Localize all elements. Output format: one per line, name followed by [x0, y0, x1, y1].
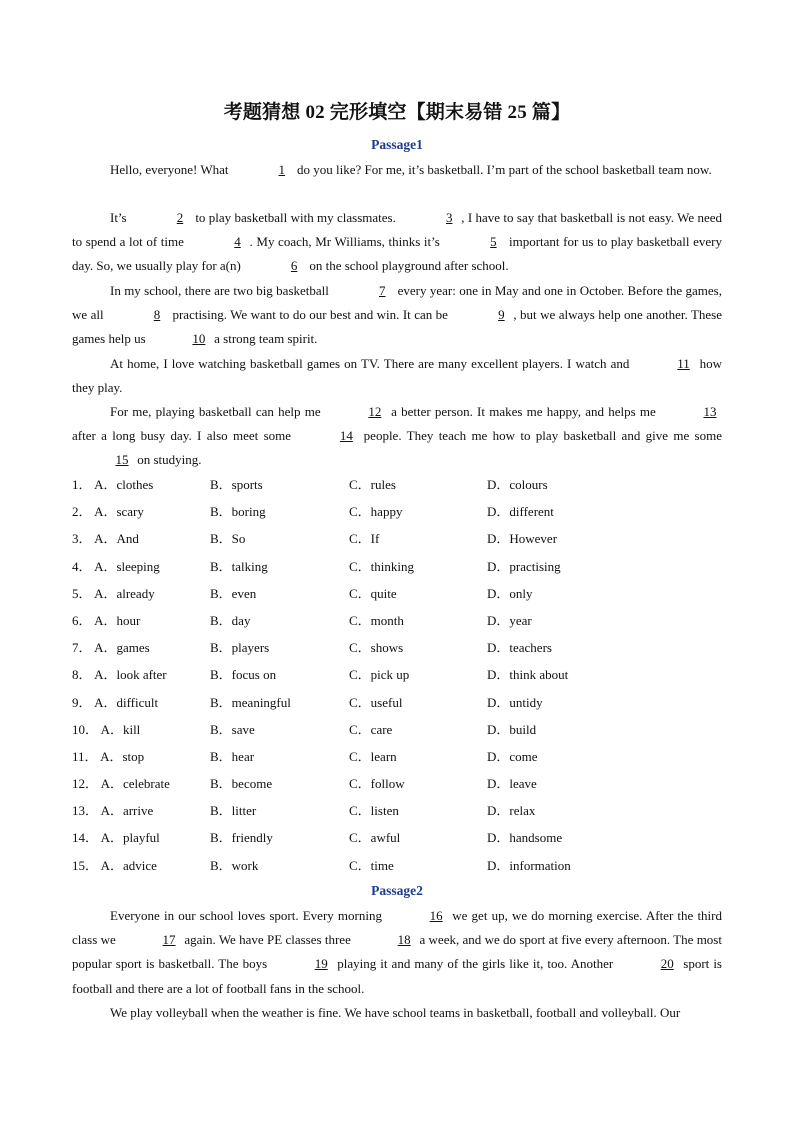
- option-c: C．care: [349, 721, 393, 737]
- text: Everyone in our school loves sport. Every morning: [110, 908, 387, 923]
- option-a-text: A．hour: [94, 612, 141, 628]
- text: , I have to say that basketball is not easy. We need to spend a lot of time: [72, 210, 722, 250]
- text: It’s: [110, 210, 130, 225]
- option-row-10: [72, 719, 732, 746]
- blank-7: 7: [379, 283, 386, 298]
- option-d: D．relax: [487, 803, 536, 819]
- option-c: C．awful: [349, 830, 401, 846]
- text: on the school playground after school.: [306, 258, 509, 274]
- option-a-text: A．celebrate: [100, 776, 170, 792]
- option-b: B．So: [210, 531, 246, 547]
- question-number: 15．: [72, 857, 99, 873]
- option-b: B．players: [210, 640, 270, 656]
- option-d: D．leave: [487, 776, 537, 792]
- option-a: [72, 719, 140, 741]
- text: people. They teach me how to play basketball and give me some: [358, 428, 722, 444]
- option-a: [72, 501, 144, 523]
- question-number: 1．: [72, 477, 92, 492]
- option-row-13: [72, 800, 732, 827]
- option-row-15: [72, 855, 732, 882]
- option-c: C．happy: [349, 504, 403, 520]
- option-b: B．meaningful: [210, 694, 291, 710]
- question-number: 6．: [72, 612, 92, 628]
- option-d: D．colours: [487, 477, 548, 492]
- option-a: [72, 556, 160, 578]
- text: we get up, we do morning exercise. After the third class we: [72, 908, 722, 948]
- option-d: D．However: [487, 531, 558, 547]
- blank-4: 4: [234, 234, 241, 250]
- passage1-heading: Passage1: [371, 137, 423, 152]
- option-a-text: A．stop: [100, 748, 145, 764]
- passage1-paragraph-2: [72, 206, 722, 279]
- text: a better person. It makes me happy, and helps me: [386, 404, 660, 419]
- option-b: B．become: [210, 776, 273, 792]
- blank-16: 16: [429, 908, 443, 923]
- text: every year: one in May and one in October. Before the games, we all: [72, 283, 722, 323]
- option-d: D．come: [487, 748, 538, 764]
- question-number: 12．: [72, 776, 99, 792]
- option-a-text: A．look after: [94, 667, 167, 683]
- question-number: 13．: [72, 803, 99, 819]
- text: We play volleyball when the weather is fine. We have school teams in basketball, football and volleyball. Our: [110, 1005, 681, 1020]
- option-b: B．talking: [210, 558, 268, 574]
- option-a: [72, 692, 158, 714]
- option-row-9: [72, 692, 732, 719]
- blank-20: 20: [660, 956, 674, 972]
- blank-15: 15: [115, 452, 129, 468]
- option-c: C．listen: [349, 803, 399, 819]
- question-number: 9．: [72, 694, 92, 710]
- option-c: C．month: [349, 612, 404, 628]
- option-d: D．practising: [487, 558, 561, 574]
- question-number: 5．: [72, 585, 92, 601]
- text: a strong team spirit.: [210, 331, 318, 347]
- option-row-4: [72, 556, 732, 583]
- blank-6: 6: [290, 258, 298, 274]
- option-d: D．handsome: [487, 830, 563, 846]
- option-a: [72, 528, 139, 550]
- option-d: D．untidy: [487, 694, 543, 710]
- blank-11: 11: [677, 356, 690, 371]
- text: , but we always help one another. These games help us: [72, 307, 723, 347]
- option-b: B．day: [210, 612, 251, 628]
- question-number: 14．: [72, 830, 99, 846]
- blank-12: 12: [368, 404, 382, 419]
- option-row-11: [72, 746, 732, 773]
- option-row-8: [72, 664, 732, 691]
- text: to play basketball with my classmates.: [191, 210, 400, 225]
- text: on studying.: [134, 452, 202, 468]
- passage1-paragraph-1: [72, 158, 722, 182]
- blank-19: 19: [314, 956, 328, 972]
- option-row-14: [72, 827, 732, 854]
- passage1-paragraph-4: [72, 352, 722, 400]
- option-d: D．only: [487, 585, 533, 601]
- option-a: [72, 855, 157, 877]
- question-number: 3．: [72, 531, 92, 547]
- text: after a long busy day. I also meet some: [72, 428, 297, 444]
- blank-17: 17: [162, 932, 176, 948]
- option-b: B．even: [210, 585, 257, 601]
- option-c: C．follow: [349, 776, 405, 792]
- option-c: C．pick up: [349, 667, 410, 683]
- option-a: [72, 800, 153, 822]
- option-c: C．If: [349, 531, 380, 547]
- question-number: 4．: [72, 558, 92, 574]
- text: practising. We want to do our best and win. It can be: [169, 307, 452, 323]
- option-d: D．different: [487, 504, 554, 520]
- option-d: D．think about: [487, 667, 569, 683]
- option-a: [72, 827, 160, 849]
- option-c: C．quite: [349, 585, 397, 601]
- text: sport is football and there are a lot of football fans in the school.: [72, 956, 722, 996]
- option-row-2: [72, 501, 732, 528]
- option-a-text: A．scary: [94, 504, 144, 520]
- option-b: B．save: [210, 721, 255, 737]
- passage1-paragraph-3: [72, 279, 722, 352]
- text: At home, I love watching basketball games on TV. There are many excellent players. I watch and: [110, 356, 634, 371]
- option-b: B．work: [210, 857, 259, 873]
- option-a-text: A．clothes: [94, 477, 154, 492]
- passage2-paragraph-1: [72, 904, 722, 1001]
- option-a-text: A．sleeping: [94, 558, 160, 574]
- page-title: 考题猜想 02 完形填空【期末易错 25 篇】: [223, 102, 571, 123]
- blank-1: 1: [278, 162, 286, 177]
- text: do you like? For me, it’s basketball. I’m part of the school basketball team now.: [293, 162, 712, 177]
- option-b: B．friendly: [210, 830, 273, 846]
- blank-2: 2: [176, 210, 184, 225]
- option-row-3: [72, 528, 732, 555]
- option-a: [72, 474, 153, 496]
- blank-8: 8: [153, 307, 161, 323]
- option-a-text: A．already: [94, 585, 155, 601]
- option-a-text: A．advice: [100, 857, 157, 873]
- option-b: B．boring: [210, 504, 266, 520]
- blank-14: 14: [339, 428, 353, 444]
- passage2-heading: Passage2: [371, 883, 423, 898]
- option-c: C．time: [349, 857, 394, 873]
- option-a-text: A．playful: [100, 830, 160, 846]
- question-number: 8．: [72, 667, 92, 683]
- option-a-text: A．difficult: [94, 694, 159, 710]
- text: Hello, everyone! What: [110, 162, 232, 177]
- option-row-5: [72, 583, 732, 610]
- blank-10: 10: [192, 331, 206, 347]
- option-b: B．focus on: [210, 667, 277, 683]
- option-c: C．useful: [349, 694, 403, 710]
- option-a: [72, 610, 140, 632]
- blank-3: 3: [445, 210, 453, 225]
- text: again. We have PE classes three: [181, 932, 355, 948]
- question-number: 7．: [72, 640, 92, 656]
- option-row-12: [72, 773, 732, 800]
- option-c: C．learn: [349, 748, 397, 764]
- option-b: B．sports: [210, 477, 263, 492]
- option-b: B．hear: [210, 748, 255, 764]
- text: how they play.: [72, 356, 723, 396]
- question-number: 10．: [72, 721, 99, 737]
- option-a: [72, 664, 167, 686]
- option-row-6: [72, 610, 732, 637]
- option-a-text: A．arrive: [100, 803, 154, 819]
- question-number: 2．: [72, 504, 92, 520]
- blank-18: 18: [397, 932, 411, 948]
- option-d: D．information: [487, 857, 571, 873]
- blank-5: 5: [490, 234, 497, 250]
- passage2-paragraph-2: [72, 1001, 722, 1025]
- option-a: [72, 773, 170, 795]
- option-row-7: [72, 637, 732, 664]
- option-a-text: A．And: [94, 531, 139, 547]
- option-a: [72, 637, 150, 659]
- option-c: C．shows: [349, 640, 404, 656]
- text: . My coach, Mr Williams, thinks it’s: [249, 234, 444, 250]
- passage1-paragraph-5: [72, 400, 722, 473]
- text: playing it and many of the girls like it, too. Another: [333, 956, 618, 972]
- question-number: 11．: [72, 748, 98, 764]
- text: For me, playing basketball can help me: [110, 404, 325, 419]
- option-d: D．build: [487, 721, 537, 737]
- option-c: C．thinking: [349, 558, 415, 574]
- option-row-1: [72, 474, 732, 501]
- text: In my school, there are two big basketball: [110, 283, 333, 298]
- option-d: D．year: [487, 612, 532, 628]
- blank-9: 9: [498, 307, 505, 323]
- option-a: [72, 746, 144, 768]
- option-b: B．litter: [210, 803, 257, 819]
- text: a week, and we do sport at five every afternoon. The most popular sport is basketball. The boys: [72, 932, 722, 972]
- option-d: D．teachers: [487, 640, 552, 656]
- answer-options: [72, 474, 732, 882]
- blank-13: 13: [703, 404, 717, 419]
- option-c: C．rules: [349, 477, 396, 492]
- text: important for us to play basketball every day. So, we usually play for a(n): [72, 234, 722, 274]
- option-a-text: A．kill: [100, 721, 141, 737]
- option-a-text: A．games: [94, 640, 150, 656]
- option-a: [72, 583, 155, 605]
